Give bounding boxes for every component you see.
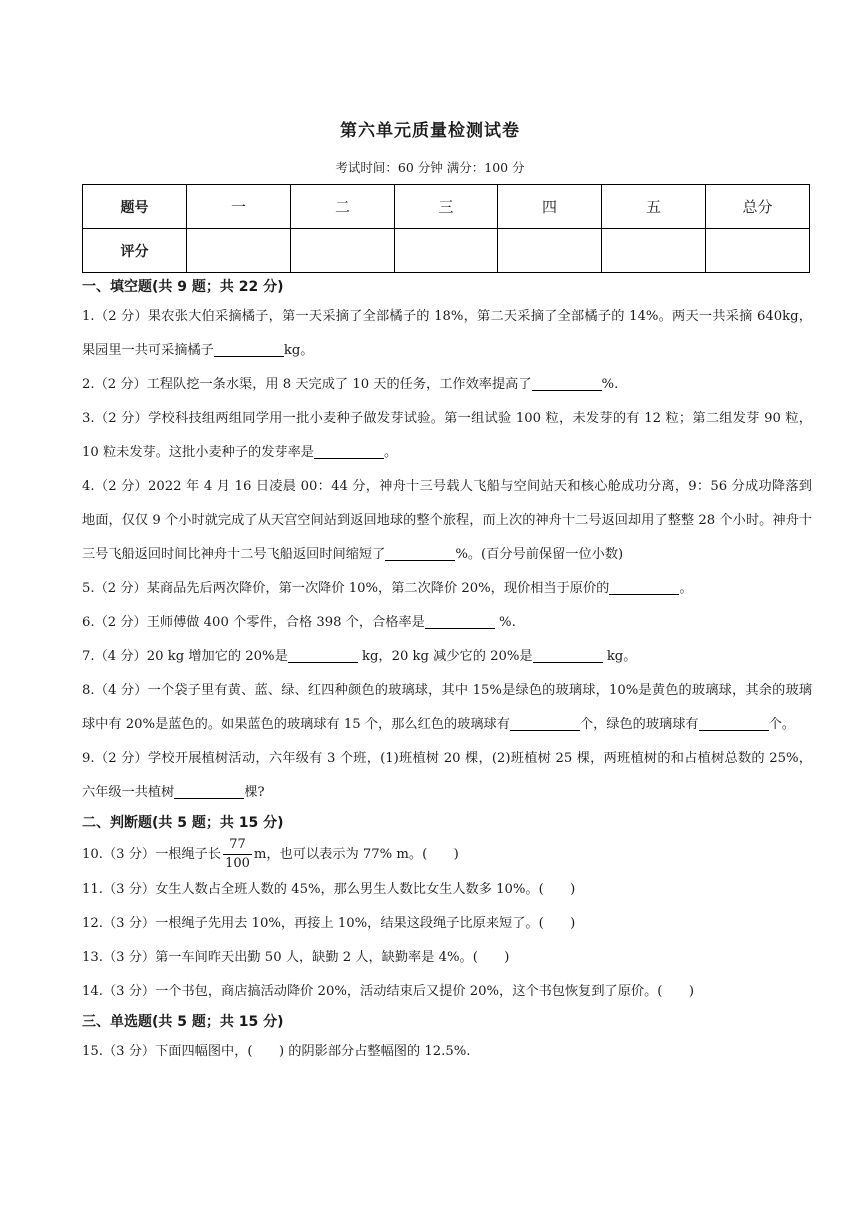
fraction-numerator: 77: [223, 836, 252, 855]
score-header-cell: 二: [291, 185, 395, 229]
score-header-cell: 五: [602, 185, 706, 229]
score-header-cell: 四: [498, 185, 602, 229]
fraction: [223, 836, 252, 873]
question-text: 1.（2 分）果农张大伯采摘橘子，第一天采摘了全部橘子的 18%，第二天采摘了全部橘子的 14%。两天一共采摘 640kg，果园里一共可采摘橘子: [82, 309, 812, 358]
section-heading-fill-blank: 一、填空题(共 9 题；共 22 分): [82, 279, 284, 295]
answer-blank[interactable]: [385, 545, 455, 561]
answer-blank[interactable]: [174, 783, 244, 799]
score-cell: [291, 229, 395, 273]
section-heading-single-choice: 三、单选题(共 5 题；共 15 分): [82, 1014, 284, 1030]
question-text: 棵?: [244, 785, 265, 800]
question-3: [82, 402, 812, 470]
exam-info: 考试时间：60 分钟 满分：100 分: [335, 160, 525, 175]
question-5: [82, 572, 812, 606]
answer-blank[interactable]: [533, 647, 603, 663]
question-text: %.: [494, 615, 516, 630]
fraction-denominator: 100: [225, 856, 250, 871]
question-13: 13.（3 分）第一车间昨天出勤 50 人，缺勤 2 人，缺勤率是 4%。( ): [82, 950, 510, 965]
question-4: [82, 470, 812, 572]
question-text: 9.（2 分）学校开展植树活动，六年级有 3 个班，(1)班植树 20 棵，(2)班植树 25 棵，两班植树的和占植树总数的 25%，六年级一共植树: [82, 751, 812, 800]
question-text: 3.（2 分）学校科技组两组同学用一批小麦种子做发芽试验。第一组试验 100 粒，未发芽的有 12 粒；第二组发芽 90 粒，10 粒未发芽。这批小麦种子的发芽率是: [82, 411, 812, 460]
question-text: 5.（2 分）某商品先后两次降价，第一次降价 10%，第二次降价 20%，现价相当于原价的: [82, 581, 610, 596]
answer-blank[interactable]: [425, 613, 495, 629]
score-table-score-row: [83, 229, 810, 273]
question-14: 14.（3 分）一个书包，商店搞活动降价 20%，活动结束后又提价 20%，这个书包恢复到了原价。( ): [82, 984, 694, 999]
question-12: 12.（3 分）一根绳子先用去 10%，再接上 10%，结果这段绳子比原来短了。( ): [82, 916, 576, 931]
question-text: 。: [679, 581, 693, 596]
question-8: [82, 674, 812, 742]
question-text: 7.（4 分）20 kg 增加它的 20%是: [82, 649, 288, 664]
answer-blank[interactable]: [510, 715, 580, 731]
question-2: [82, 368, 812, 402]
question-text: m，也可以表示为 77% m。( ): [253, 847, 459, 862]
score-table-header-row: [83, 185, 810, 229]
score-cell: [602, 229, 706, 273]
score-header-cell: 总分: [706, 185, 810, 229]
section-heading-true-false: 二、判断题(共 5 题；共 15 分): [82, 815, 284, 831]
answer-blank[interactable]: [699, 715, 769, 731]
question-text: kg。: [602, 649, 637, 664]
score-header-label: 题号: [83, 185, 187, 229]
answer-blank[interactable]: [609, 579, 679, 595]
score-cell: [706, 229, 810, 273]
question-1: [82, 300, 812, 368]
score-header-cell: 三: [395, 185, 498, 229]
question-text: kg。: [283, 343, 314, 358]
question-10: [82, 836, 812, 873]
score-cell: [187, 229, 291, 273]
page-title: 第六单元质量检测试卷: [340, 121, 520, 141]
score-cell: [498, 229, 602, 273]
question-15: 15.（3 分）下面四幅图中，( ) 的阴影部分占整幅图的 12.5%.: [82, 1044, 471, 1059]
question-text: %.: [601, 377, 619, 392]
score-header-cell: 一: [187, 185, 291, 229]
score-table: [82, 184, 810, 273]
question-text: 10.（3 分）一根绳子长: [82, 847, 222, 862]
question-6: [82, 606, 812, 640]
answer-blank[interactable]: [214, 341, 284, 357]
answer-blank[interactable]: [532, 375, 602, 391]
question-content: [82, 274, 812, 1069]
question-text: 6.（2 分）王师傅做 400 个零件，合格 398 个，合格率是: [82, 615, 425, 630]
question-11: 11.（3 分）女生人数占全班人数的 45%，那么男生人数比女生人数多 10%。( ): [82, 882, 576, 897]
question-9: [82, 742, 812, 810]
question-text: 个。: [768, 717, 795, 732]
answer-blank[interactable]: [288, 647, 358, 663]
question-text: 8.（4 分）一个袋子里有黄、蓝、绿、红四种颜色的玻璃球，其中 15%是绿色的玻璃球，10%是黄色的玻璃球，其余的玻璃球中有 20%是蓝色的。如果蓝色的玻璃球有 15 个，那么红色的玻璃球有: [82, 683, 812, 732]
question-text: %。(百分号前保留一位小数): [455, 547, 624, 562]
question-text: kg，20 kg 减少它的 20%是: [357, 649, 533, 664]
answer-blank[interactable]: [314, 443, 384, 459]
score-cell: [395, 229, 498, 273]
question-text: 4.（2 分）2022 年 4 月 16 日凌晨 00：44 分，神舟十三号载人飞船与空间站天和核心舱成功分离，9：56 分成功降落到地面，仅仅 9 个小时就完成了从天宫空间站到返回地球的整个旅程，而上次的神舟十二号返回却用了整整 28 个小时。神舟十三号飞船返回时间比神舟十二号飞船返回时间缩短了: [82, 479, 812, 562]
question-text: 个，绿色的玻璃球有: [579, 717, 699, 732]
question-text: 。: [383, 445, 398, 460]
question-text: 2.（2 分）工程队挖一条水渠，用 8 天完成了 10 天的任务，工作效率提高了: [82, 377, 532, 392]
score-row-label: 评分: [83, 229, 187, 273]
question-7: [82, 640, 812, 674]
